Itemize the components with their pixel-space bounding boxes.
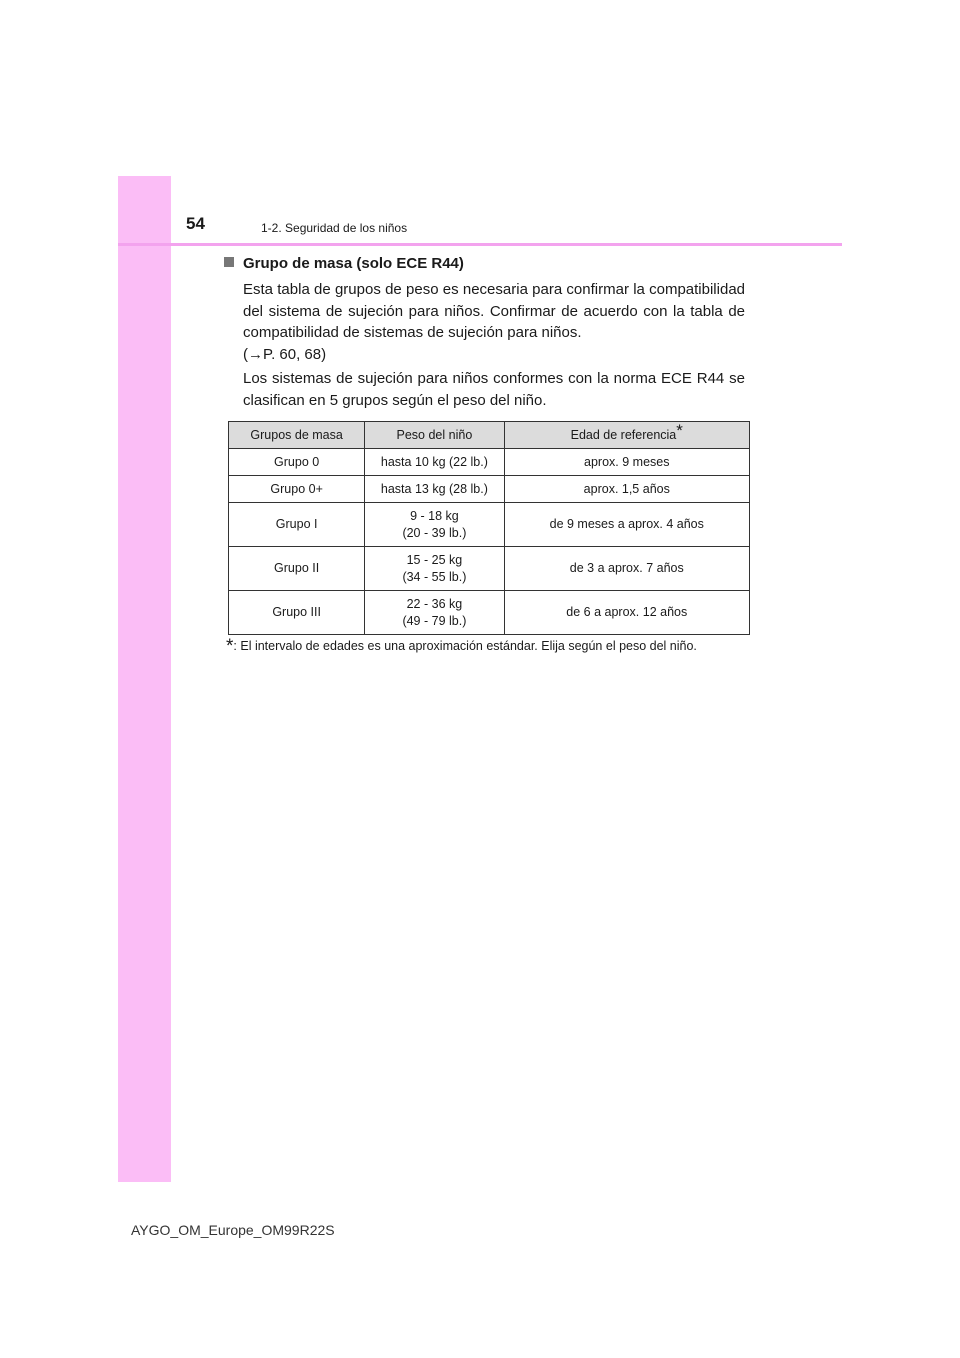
footnote-text: : El intervalo de edades es una aproximación estándar. Elija según el peso del niño. xyxy=(233,639,697,653)
cell-weight: 22 - 36 kg (49 - 79 lb.) xyxy=(365,591,504,635)
cell-group: Grupo 0 xyxy=(229,449,365,476)
cell-group: Grupo II xyxy=(229,547,365,591)
cell-age: de 6 a aprox. 12 años xyxy=(504,591,749,635)
square-bullet-icon xyxy=(224,257,234,267)
paragraph-1-text: Esta tabla de grupos de peso es necesaria para confirmar la compatibilidad del sistema de sujeción para niños. Confirmar de acuerdo con la tabla de compatibilidad de sistemas de sujeción para niños. xyxy=(243,281,745,341)
document-id: AYGO_OM_Europe_OM99R22S xyxy=(131,1222,335,1238)
paragraph-2-text: Los sistemas de sujeción para niños conformes con la norma ECE R44 se clasifican en 5 grupos según el peso del niño. xyxy=(243,370,745,409)
header-rule xyxy=(118,243,842,246)
cell-age: aprox. 1,5 años xyxy=(504,476,749,503)
cell-age: aprox. 9 meses xyxy=(504,449,749,476)
table-row xyxy=(229,547,750,591)
header-child-weight: Peso del niño xyxy=(365,422,504,449)
cell-group: Grupo I xyxy=(229,503,365,547)
paragraph-2 xyxy=(243,368,745,411)
cell-age: de 3 a aprox. 7 años xyxy=(504,547,749,591)
cell-weight: hasta 13 kg (28 lb.) xyxy=(365,476,504,503)
subheading xyxy=(224,255,464,272)
cell-group: Grupo 0+ xyxy=(229,476,365,503)
cell-weight: hasta 10 kg (22 lb.) xyxy=(365,449,504,476)
cell-age: de 9 meses a aprox. 4 años xyxy=(504,503,749,547)
footnote-star: * xyxy=(226,636,234,657)
table-row xyxy=(229,476,750,503)
cell-weight: 9 - 18 kg (20 - 39 lb.) xyxy=(365,503,504,547)
header-reference-age: Edad de referencia* xyxy=(504,422,749,449)
header-mass-group: Grupos de masa xyxy=(229,422,365,449)
table-row xyxy=(229,591,750,635)
table-row xyxy=(229,449,750,476)
table-footnote xyxy=(226,636,697,658)
page-sidebar-tab xyxy=(118,176,171,1182)
section-title: 1-2. Seguridad de los niños xyxy=(261,221,408,235)
weight-group-table xyxy=(228,421,750,635)
subheading-text: Grupo de masa (solo ECE R44) xyxy=(243,255,464,272)
table-header-row xyxy=(229,422,750,449)
cell-weight: 15 - 25 kg (34 - 55 lb.) xyxy=(365,547,504,591)
page-reference: (→P. 60, 68) xyxy=(243,345,327,363)
page-number: 54 xyxy=(186,214,205,233)
paragraph-1 xyxy=(243,279,745,365)
footnote-mark: * xyxy=(676,421,683,440)
cell-group: Grupo III xyxy=(229,591,365,635)
table-row xyxy=(229,503,750,547)
